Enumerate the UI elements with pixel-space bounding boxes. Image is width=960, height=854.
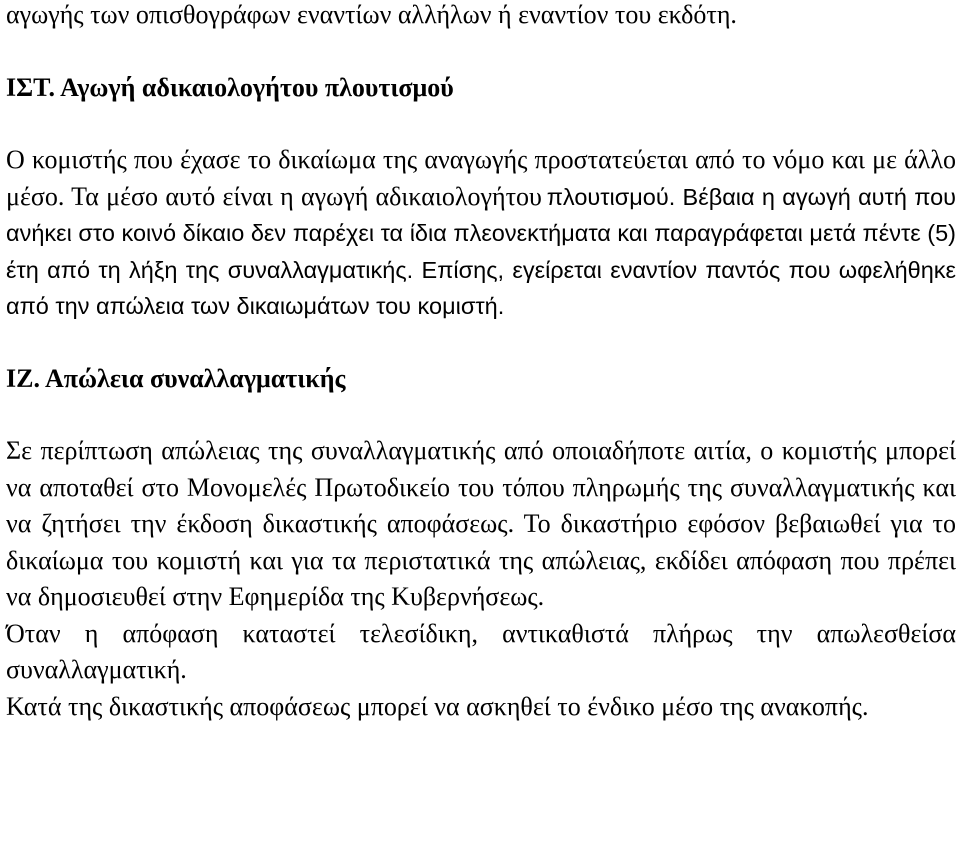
section-iz-paragraph-3: Κατά της δικαστικής αποφάσεως μπορεί να ασκηθεί το ένδικο μέσο της ανακοπής. bbox=[6, 691, 869, 721]
document-page bbox=[6, 0, 956, 725]
section-iz-heading: ΙΖ. Απώλεια συναλλαγματικής bbox=[6, 363, 346, 393]
section-ist-paragraph bbox=[6, 142, 956, 325]
spacer bbox=[6, 34, 956, 70]
intro-paragraph: αγωγής των οπισθογράφων εναντίων αλλήλων ή εναντίον του εκδότη. bbox=[6, 0, 737, 29]
spacer bbox=[6, 325, 956, 361]
section-ist-paragraph-serif: Ο κομιστής που έχασε το δικαίωμα της αναγωγής προστατεύεται από το νόμο και με άλλο μέσο. Τα μέσο αυτό είναι η αγωγή αδικαιολογήτου bbox=[6, 145, 956, 211]
section-iz-paragraph-1: Σε περίπτωση απώλειας της συναλλαγματικής από οποιαδήποτε αιτία, ο κομιστής μπορεί να αποταθεί στο Μονομελές Πρωτοδικείο του τόπου πληρωμής της συναλλαγματικής και να ζητήσει την έκδοση δικαστικής αποφάσεως. Το δικαστήριο εφόσον βεβαιωθεί για το δικαίωμα του κομιστή και για τα περιστατικά της απώλειας, εκδίδει απόφαση που πρέπει να δημοσιευθεί στην Εφημερίδα της Κυβερνήσεως. bbox=[6, 436, 956, 611]
spacer bbox=[6, 106, 956, 142]
section-ist-paragraph-sans: πλουτισμού. Βέβαια η αγωγή αυτή που ανήκει στο κοινό δίκαιο δεν παρέχει τα ίδια πλεονεκτήματα και παραγράφεται μετά πέντε (5) έτη από τη λήξη της συναλλαγματικής. Επίσης, εγείρεται εναντίον παντός που ωφελήθηκε από την απώλεια των δικαιωμάτων του κομιστή. bbox=[6, 183, 956, 319]
section-iz-paragraph-2: Όταν η απόφαση καταστεί τελεσίδικη, αντικαθιστά πλήρως την απωλεσθείσα συναλλαγματική. bbox=[6, 618, 956, 684]
section-ist-heading: ΙΣΤ. Αγωγή αδικαιολογήτου πλουτισμού bbox=[6, 72, 454, 102]
spacer bbox=[6, 397, 956, 433]
